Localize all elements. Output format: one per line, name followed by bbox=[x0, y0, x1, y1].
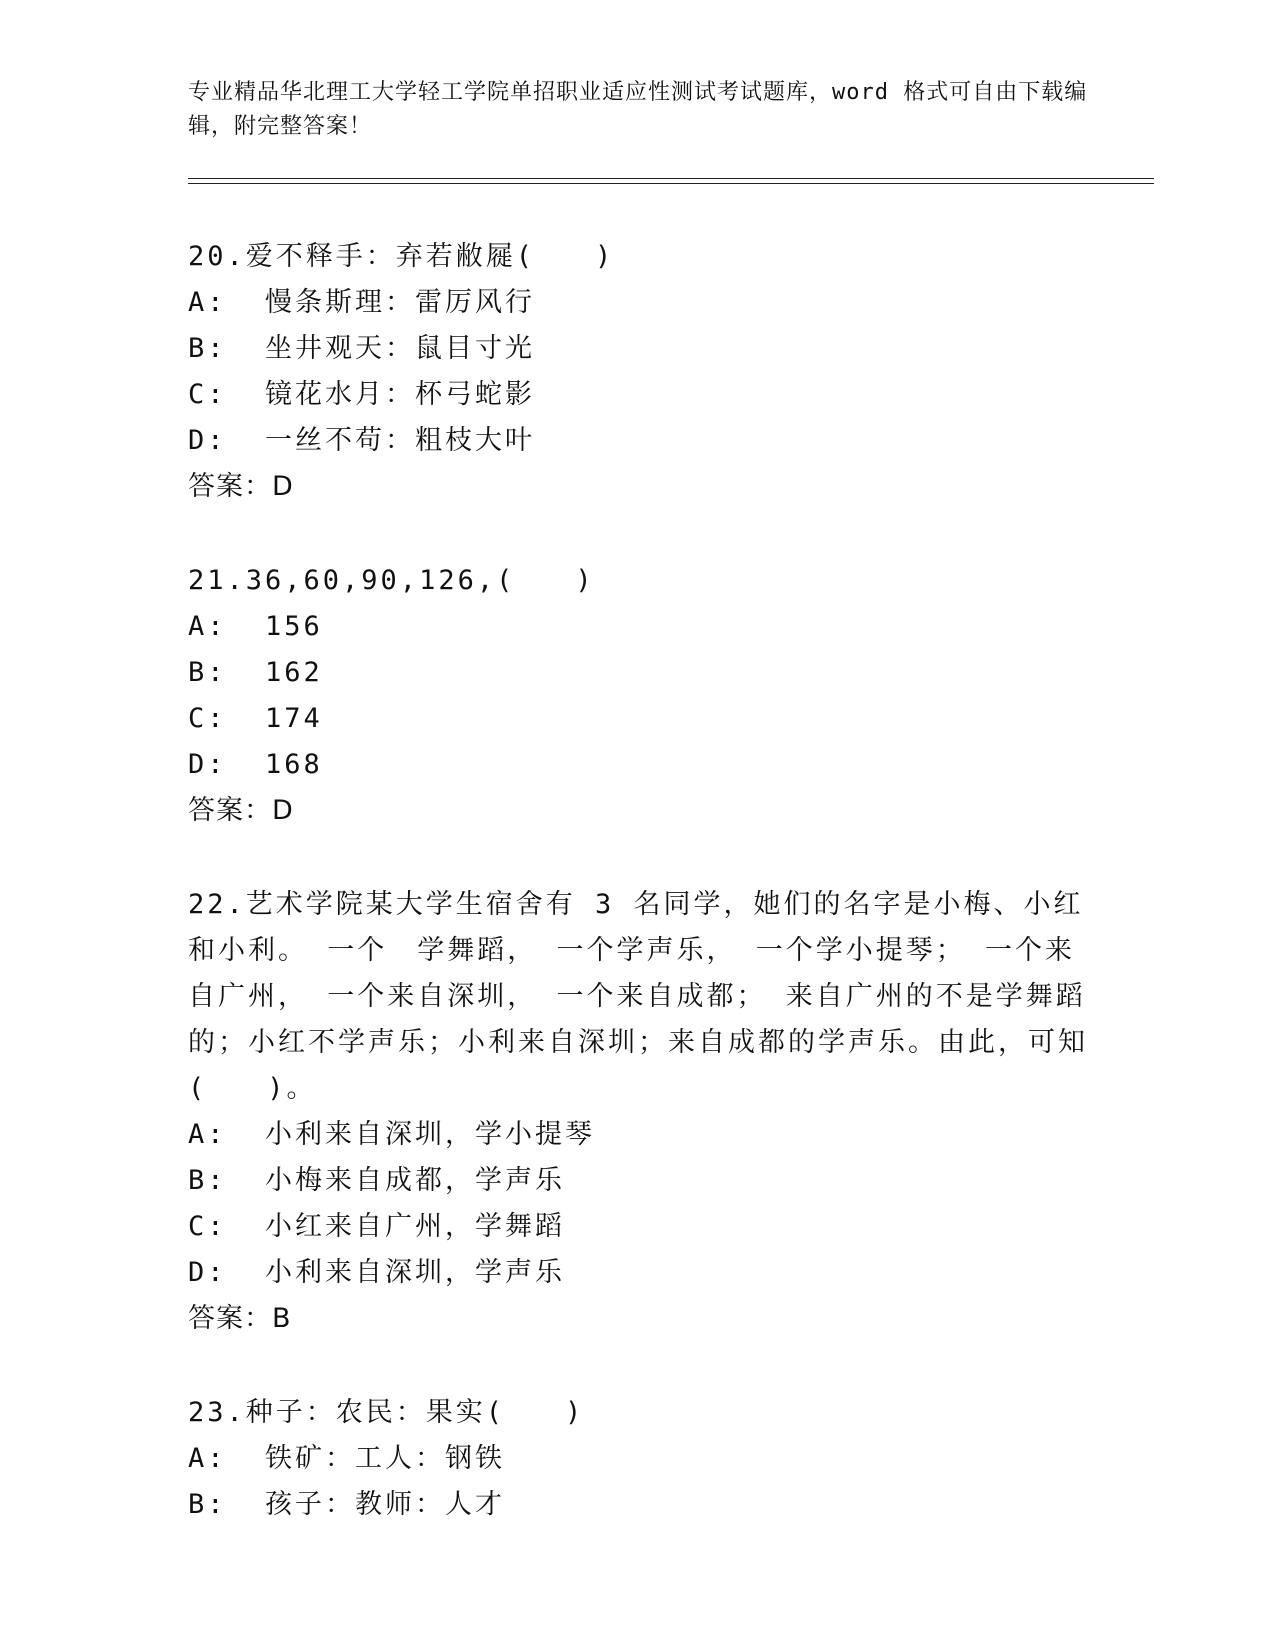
option-letter: B: bbox=[188, 333, 227, 364]
question-20 bbox=[188, 234, 1088, 510]
option-text: 162 bbox=[265, 657, 323, 688]
answer-line: 答案：D bbox=[188, 471, 294, 502]
option-c bbox=[188, 372, 1088, 418]
option-text: 小梅来自成都，学声乐 bbox=[265, 1165, 566, 1196]
option-letter: C: bbox=[188, 703, 227, 734]
option-text: 一丝不苟：粗枝大叶 bbox=[265, 425, 536, 456]
document-header: 专业精品华北理工大学轻工学院单招职业适应性测试考试题库，word 格式可自由下载编辑，附完整答案！ bbox=[188, 80, 1088, 139]
question-21 bbox=[188, 558, 1088, 834]
option-c bbox=[188, 696, 1088, 742]
option-letter: B: bbox=[188, 657, 227, 688]
answer-line: 答案：B bbox=[188, 1303, 292, 1334]
header-divider-bottom bbox=[188, 183, 1154, 184]
option-c bbox=[188, 1204, 1088, 1250]
option-b bbox=[188, 1482, 1088, 1528]
question-22 bbox=[188, 882, 1088, 1342]
option-d bbox=[188, 418, 1088, 464]
option-a bbox=[188, 1436, 1088, 1482]
option-text: 小红来自广州，学舞蹈 bbox=[265, 1211, 566, 1242]
answer-line: 答案：D bbox=[188, 795, 294, 826]
question-stem: 21.36,60,90,126,( ) bbox=[188, 565, 595, 596]
option-d bbox=[188, 742, 1088, 788]
option-letter: A: bbox=[188, 1119, 227, 1150]
header-divider-top bbox=[188, 178, 1154, 179]
question-23 bbox=[188, 1390, 1088, 1528]
option-text: 坐井观天：鼠目寸光 bbox=[265, 333, 536, 364]
option-text: 孩子：教师：人才 bbox=[265, 1489, 506, 1520]
question-stem: 22.艺术学院某大学生宿舍有 3 名同学，她们的名字是小梅、小红和小利。 一个 学舞蹈， 一个学声乐， 一个学小提琴； 一个来自广州， 一个来自深圳， 一个来自成都； 来自广州的不是学舞蹈的；小红不学声乐；小利来自深圳；来自成都的学声乐。由此，可知( )。 bbox=[188, 889, 1088, 1104]
option-d bbox=[188, 1250, 1088, 1296]
question-stem: 23.种子：农民：果实( ) bbox=[188, 1397, 585, 1428]
question-stem: 20.爱不释手：弃若敝屣( ) bbox=[188, 241, 615, 272]
option-letter: D: bbox=[188, 1257, 227, 1288]
option-letter: D: bbox=[188, 425, 227, 456]
option-letter: A: bbox=[188, 611, 227, 642]
option-letter: A: bbox=[188, 1443, 227, 1474]
option-a bbox=[188, 280, 1088, 326]
option-text: 小利来自深圳，学小提琴 bbox=[265, 1119, 596, 1150]
option-text: 174 bbox=[265, 703, 323, 734]
option-text: 铁矿：工人：钢铁 bbox=[265, 1443, 506, 1474]
question-list bbox=[188, 234, 1088, 1576]
option-b bbox=[188, 326, 1088, 372]
option-letter: A: bbox=[188, 287, 227, 318]
option-letter: C: bbox=[188, 1211, 227, 1242]
option-letter: D: bbox=[188, 749, 227, 780]
option-a bbox=[188, 604, 1088, 650]
option-a bbox=[188, 1112, 1088, 1158]
option-letter: B: bbox=[188, 1489, 227, 1520]
option-letter: C: bbox=[188, 379, 227, 410]
option-text: 156 bbox=[265, 611, 323, 642]
option-letter: B: bbox=[188, 1165, 227, 1196]
option-text: 168 bbox=[265, 749, 323, 780]
option-text: 慢条斯理：雷厉风行 bbox=[265, 287, 536, 318]
option-text: 小利来自深圳，学声乐 bbox=[265, 1257, 566, 1288]
option-b bbox=[188, 1158, 1088, 1204]
option-text: 镜花水月：杯弓蛇影 bbox=[265, 379, 536, 410]
option-b bbox=[188, 650, 1088, 696]
